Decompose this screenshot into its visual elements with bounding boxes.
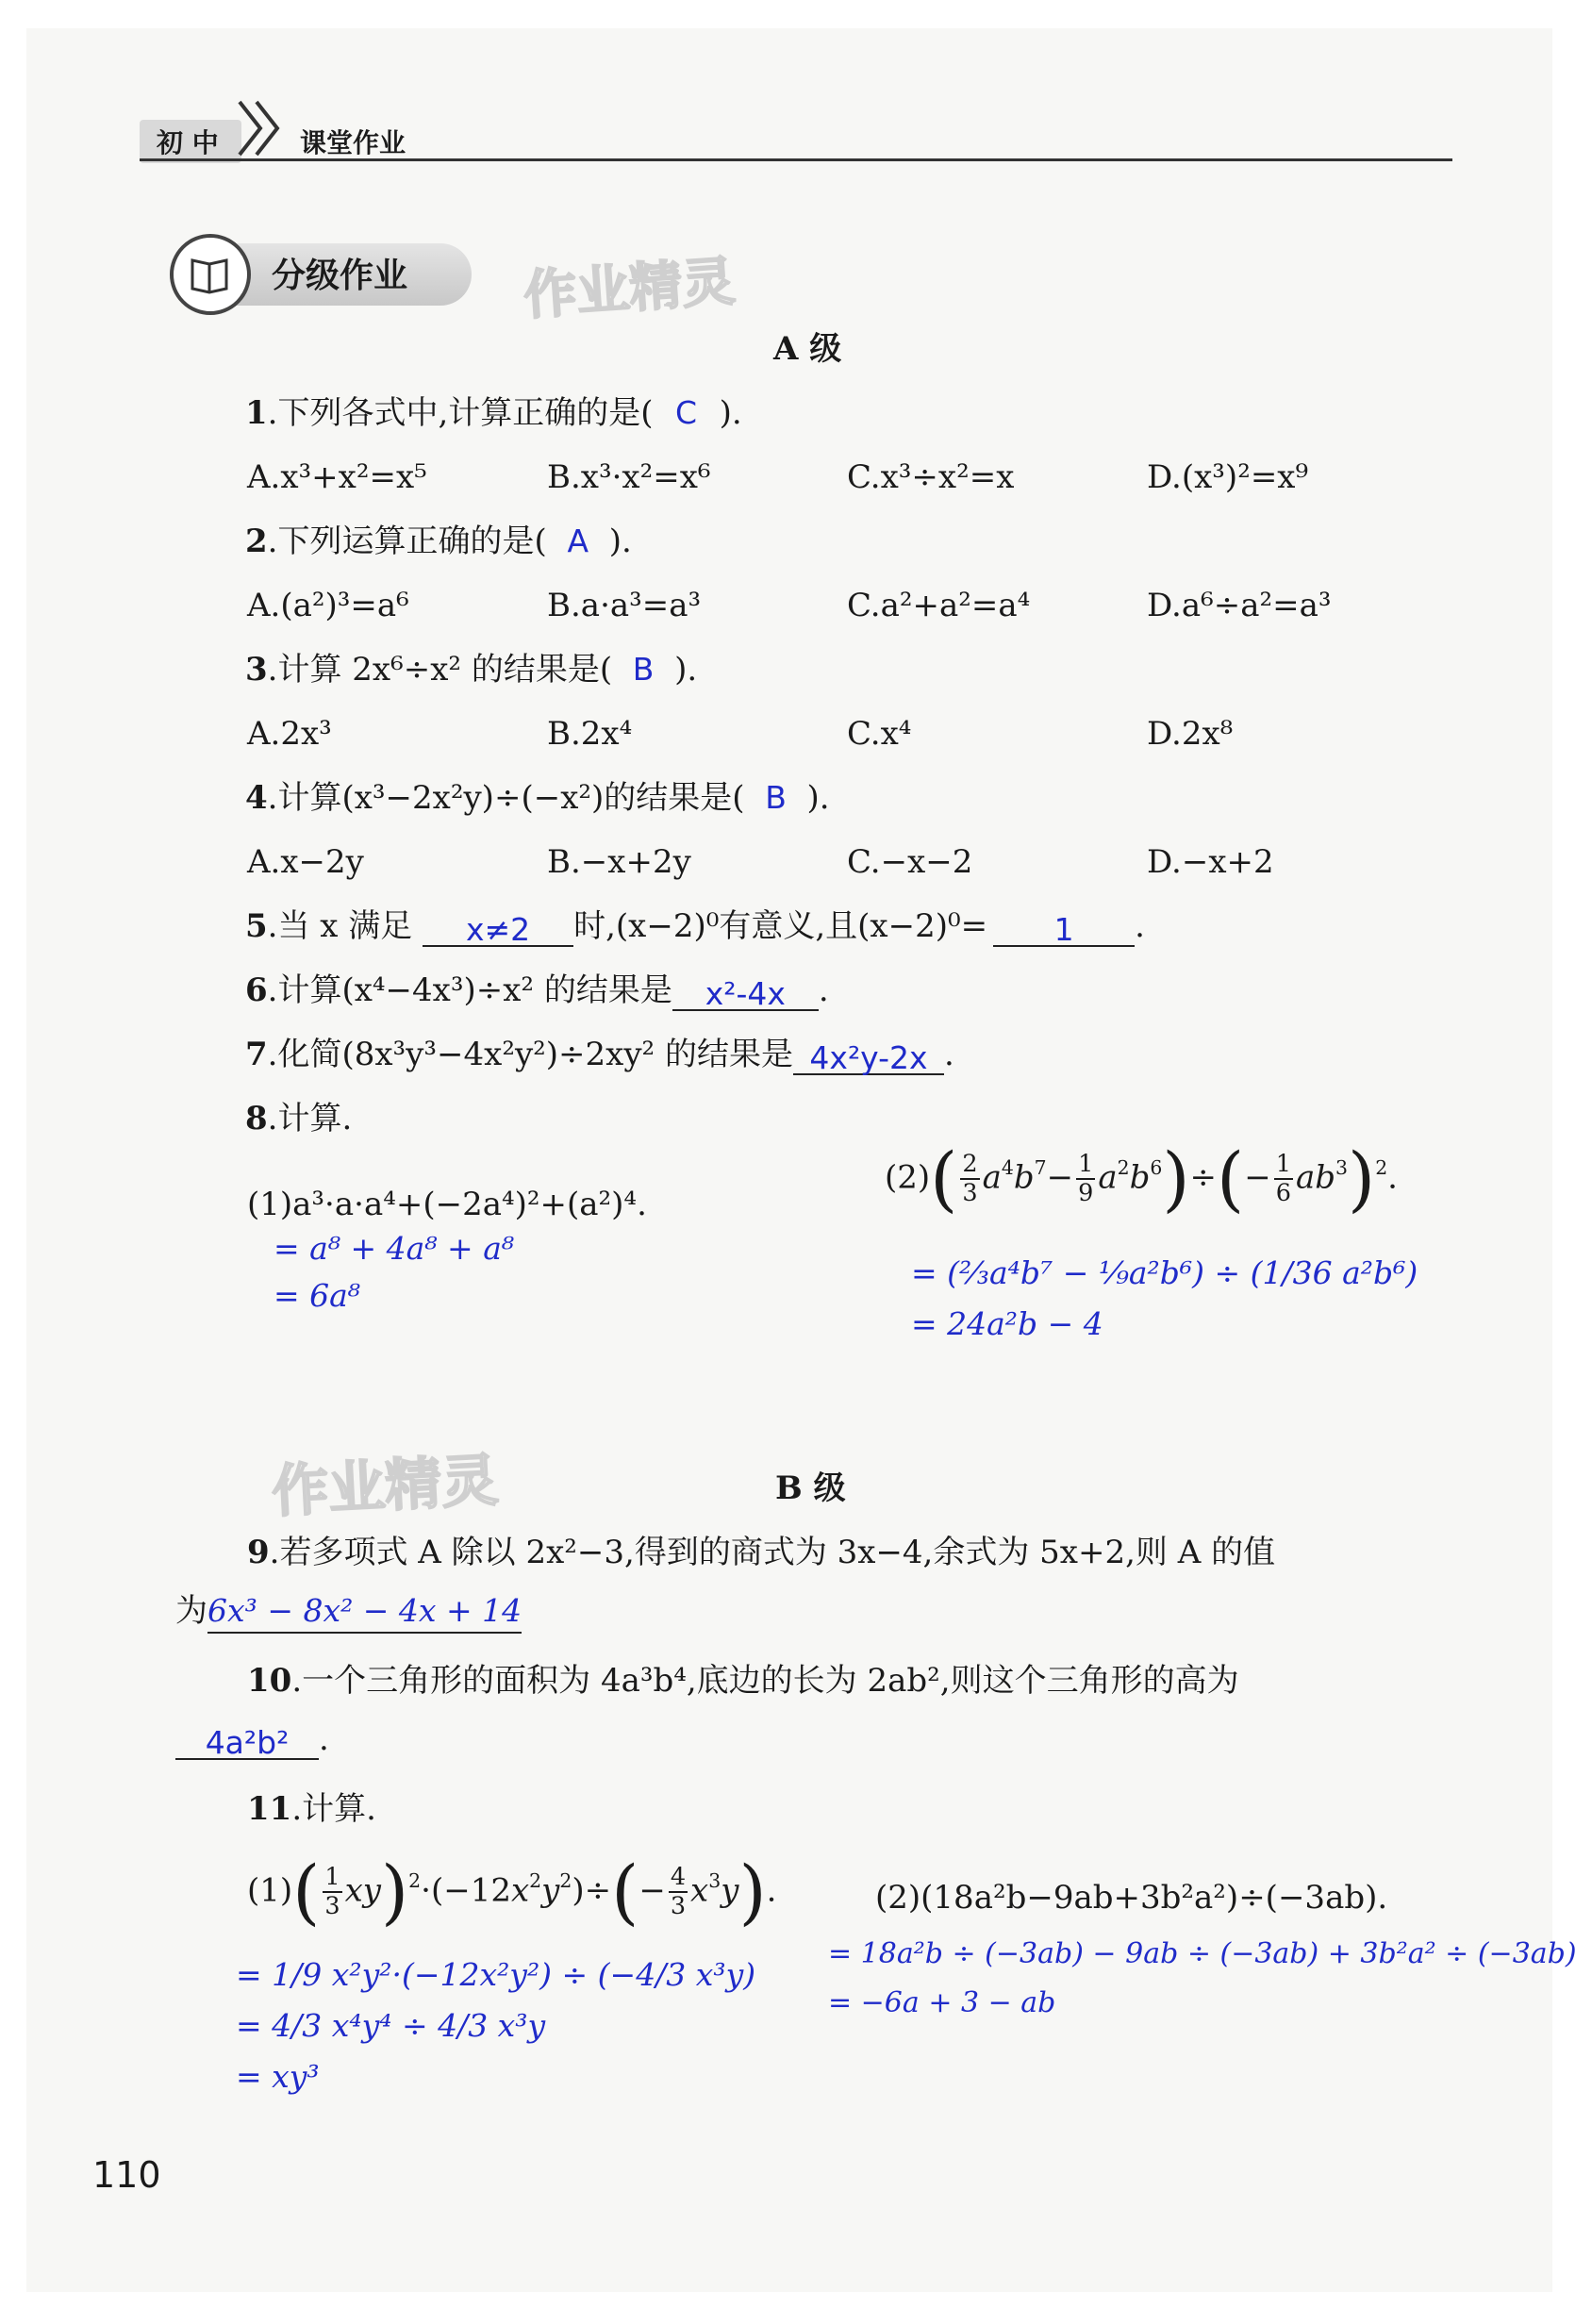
question-text: 计算(x³−2x²y)÷(−x²)的结果是( — [277, 779, 745, 817]
watermark-1: 作业精灵 — [522, 251, 738, 327]
q3-option-c: C.x⁴ — [847, 715, 912, 753]
answer-blank-2: 1 — [993, 909, 1135, 947]
q11-p1-line-1: = 1/9 x²y²·(−12x²y²) ÷ (−4/3 x³y) — [236, 1956, 756, 1993]
answer-blank: 4x²y-2x — [793, 1038, 944, 1075]
question-text: 一个三角形的面积为 4a³b⁴,底边的长为 2ab²,则这个三角形的高为 — [302, 1662, 1239, 1700]
question-number: 10 — [247, 1662, 292, 1700]
page-number: 110 — [92, 2154, 161, 2196]
question-number: 6 — [245, 971, 268, 1009]
question-6: 6.计算(x⁴−4x³)÷x² 的结果是 x²-4x . — [245, 971, 829, 1012]
q1-option-d: D.(x³)²=x⁹ — [1147, 458, 1309, 496]
question-close: ). — [608, 523, 632, 560]
q4-option-a: A.x−2y — [247, 843, 364, 881]
q8-p2-line-2: = 24a²b − 4 — [911, 1305, 1103, 1342]
q4-option-d: D.−x+2 — [1147, 843, 1274, 881]
header-label-title: 课堂作业 — [300, 127, 406, 158]
question-text-2: 为 — [175, 1592, 207, 1630]
q2-option-a: A.(a²)³=a⁶ — [247, 587, 409, 624]
watermark-2: 作业精灵 — [270, 1447, 500, 1526]
question-3: 3.计算 2x⁶÷x² 的结果是( B ). — [245, 651, 698, 689]
question-4: 4.计算(x³−2x²y)÷(−x²)的结果是( B ). — [245, 779, 830, 817]
question-7: 7.化简(8x³y³−4x²y²)÷2xy² 的结果是 4x²y-2x . — [245, 1036, 954, 1076]
question-9-cont — [175, 1590, 522, 1634]
q2-option-b: B.a·a³=a³ — [547, 587, 702, 624]
question-10: 10.一个三角形的面积为 4a³b⁴,底边的长为 2ab²,则这个三角形的高为 — [247, 1662, 1239, 1700]
question-number: 11 — [247, 1790, 292, 1828]
book-icon — [170, 234, 251, 315]
answer-blank: 6x³ − 8x² − 4x + 14 — [207, 1590, 522, 1634]
q4-option-b: B.−x+2y — [547, 843, 691, 881]
question-text: 下列运算正确的是( — [277, 523, 547, 560]
q8-p1-line-2: = 6a⁸ — [274, 1277, 361, 1314]
question-end: . — [319, 1720, 329, 1758]
question-number: 8 — [245, 1100, 268, 1137]
q2-option-c: C.a²+a²=a⁴ — [847, 587, 1031, 624]
header-label-grade: 初 中 — [157, 127, 219, 158]
question-text: 若多项式 A 除以 2x²−3,得到的商式为 3x−4,余式为 5x+2,则 A 的值 — [279, 1534, 1276, 1571]
question-11: 11.计算. — [247, 1790, 376, 1828]
part-label: (2) — [885, 1158, 931, 1197]
q1-option-b: B.x³·x²=x⁶ — [547, 458, 711, 496]
level-b-heading: B 级 — [775, 1469, 846, 1507]
q11-p2-line-2: = −6a + 3 − ab — [828, 1986, 1056, 2019]
q11-part-1: (1)( $\frac{1}{3}$ $xy)^2\cdot(-12x^2y^2)\div(-$ $\frac{4}{3}$ $x^3y$). — [247, 1851, 777, 1934]
question-close: ). — [719, 394, 742, 432]
question-end: . — [818, 971, 829, 1009]
question-text: 计算. — [277, 1100, 353, 1137]
question-number: 7 — [245, 1036, 268, 1073]
question-text: 下列各式中,计算正确的是( — [277, 394, 654, 432]
q3-option-b: B.2x⁴ — [547, 715, 633, 753]
question-end: . — [944, 1036, 954, 1073]
answer-blank: x²-4x — [672, 973, 819, 1011]
answer-choice: A — [567, 523, 589, 559]
question-number: 3 — [245, 651, 268, 689]
section-title: 分级作业 — [272, 257, 408, 295]
q4-option-c: C.−x−2 — [847, 843, 973, 881]
q8-p1-line-1: = a⁸ + 4a⁸ + a⁸ — [274, 1230, 515, 1267]
q1-option-a: A.x³+x²=x⁵ — [247, 458, 427, 496]
q11-p2-line-1: = 18a²b ÷ (−3ab) − 9ab ÷ (−3ab) + 3b²a² ÷ (−3ab) — [828, 1937, 1577, 1970]
q11-part-2: (2)(18a²b−9ab+3b²a²)÷(−3ab). — [875, 1879, 1388, 1917]
double-chevron-icon — [236, 94, 292, 164]
question-text-a: 当 x 满足 — [277, 907, 413, 945]
q2-option-d: D.a⁶÷a²=a³ — [1147, 587, 1332, 624]
header-rule — [140, 158, 1452, 161]
part-label: (1) — [247, 1871, 293, 1910]
question-number: 9 — [247, 1534, 270, 1571]
question-2: 2.下列运算正确的是( A ). — [245, 523, 632, 560]
q8-part-1: (1)a³·a·a⁴+(−2a⁴)²+(a²)⁴. — [247, 1186, 647, 1223]
question-text: 计算. — [302, 1790, 376, 1828]
q3-option-d: D.2x⁸ — [1147, 715, 1234, 753]
q11-p1-line-3: = xy³ — [236, 2058, 320, 2095]
question-text-b: 时,(x−2)⁰有意义,且(x−2)⁰= — [573, 907, 988, 945]
level-a-heading: A 级 — [773, 330, 842, 368]
q11-p1-line-2: = 4/3 x⁴y⁴ ÷ 4/3 x³y — [236, 2007, 546, 2044]
question-close: ). — [674, 651, 698, 689]
question-text: 化简(8x³y³−4x²y²)÷2xy² 的结果是 — [277, 1036, 793, 1073]
q8-part-2: (2)( $\frac{2}{3}$ $a^4b^7-$ $\frac{1}{9}$ $a^2b^6)\div(-$ $\frac{1}{6}$ $ab^3)^2$. — [885, 1137, 1398, 1220]
q3-option-a: A.2x³ — [247, 715, 332, 753]
question-8: 8.计算. — [245, 1100, 353, 1137]
question-10-cont — [175, 1718, 329, 1760]
question-9: 9.若多项式 A 除以 2x²−3,得到的商式为 3x−4,余式为 5x+2,则 A 的值 — [247, 1534, 1276, 1571]
q8-p2-line-1: = (⅔a⁴b⁷ − ⅑a²b⁶) ÷ (1/36 a²b⁶) — [911, 1254, 1418, 1291]
question-1: 1.下列各式中,计算正确的是( C ). — [245, 394, 742, 432]
question-number: 2 — [245, 523, 268, 560]
question-number: 4 — [245, 779, 268, 817]
answer-blank-1: x≠2 — [423, 909, 573, 947]
q1-option-c: C.x³÷x²=x — [847, 458, 1015, 496]
question-number: 1 — [245, 394, 268, 432]
answer-blank: 4a²b² — [175, 1722, 319, 1760]
question-text: 计算 2x⁶÷x² 的结果是( — [277, 651, 613, 689]
question-end: . — [1135, 907, 1145, 945]
question-number: 5 — [245, 907, 268, 945]
answer-choice: B — [632, 651, 655, 688]
answer-choice: C — [675, 394, 698, 431]
question-text: 计算(x⁴−4x³)÷x² 的结果是 — [277, 971, 672, 1009]
question-5: 5.当 x 满足 x≠2 时,(x−2)⁰有意义,且(x−2)⁰= 1 . — [245, 907, 1145, 948]
answer-choice: B — [765, 779, 787, 816]
question-close: ). — [806, 779, 830, 817]
